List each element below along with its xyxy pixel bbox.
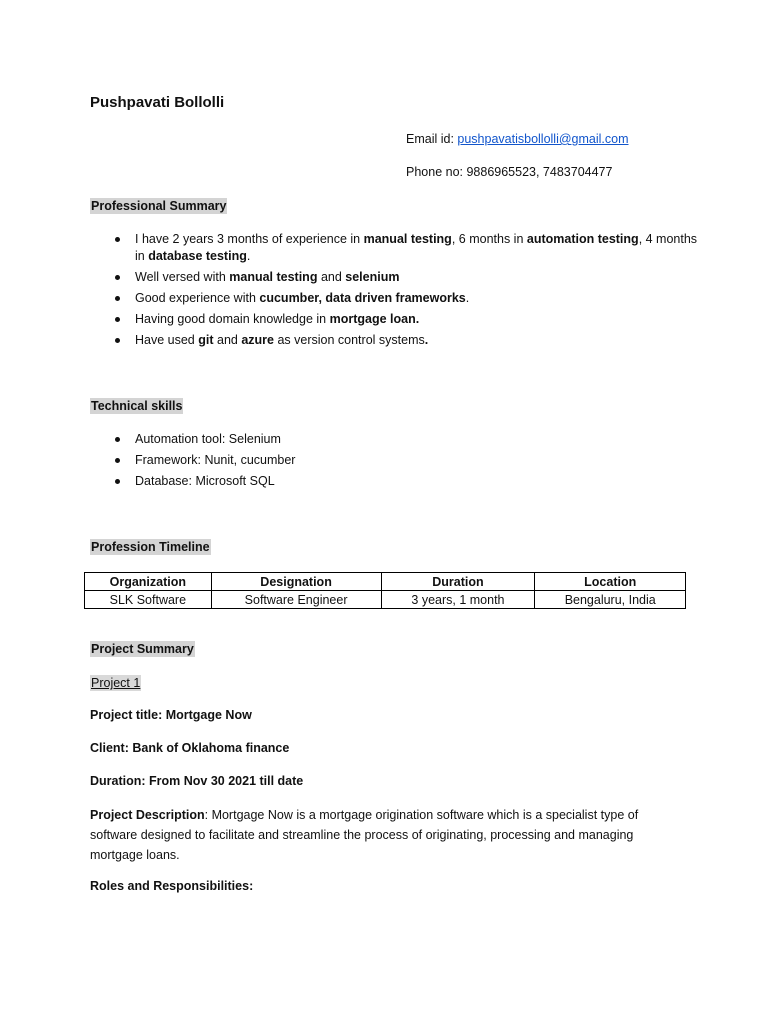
column-header: Organization bbox=[85, 573, 212, 591]
candidate-name: Pushpavati Bollolli bbox=[90, 94, 225, 111]
text: . bbox=[246, 249, 251, 263]
bold-text: azure bbox=[241, 333, 274, 347]
bold-text: mortgage loan. bbox=[329, 312, 420, 326]
bold-text: . bbox=[424, 333, 429, 347]
table-cell: Bengaluru, India bbox=[535, 591, 686, 609]
email-label: Email id: bbox=[406, 132, 458, 146]
list-item bbox=[90, 269, 700, 286]
email-link[interactable]: pushpavatisbollolli@gmail.com bbox=[457, 132, 629, 146]
project-duration: Duration: From Nov 30 2021 till date bbox=[90, 774, 304, 788]
list-item bbox=[90, 231, 700, 265]
project-client: Client: Bank of Oklahoma finance bbox=[90, 741, 290, 755]
text: Have used bbox=[135, 333, 199, 347]
project-summary-heading: Project Summary bbox=[91, 642, 194, 656]
bold-text: manual testing bbox=[363, 232, 452, 246]
project-description bbox=[90, 805, 650, 865]
phone-line: Phone no: 9886965523, 7483704477 bbox=[406, 165, 613, 179]
text: as version control systems bbox=[273, 333, 425, 347]
project-description-text: : Mortgage Now is a mortgage origination software which is a specialist type of software designed to facilitate and streamline the process of originating, processing and managing mortgage loans. bbox=[90, 808, 639, 862]
table-row bbox=[85, 591, 686, 609]
project-title: Project title: Mortgage Now bbox=[90, 708, 252, 722]
list-item bbox=[90, 332, 700, 349]
text: Having good domain knowledge in bbox=[135, 312, 330, 326]
text: Well versed with bbox=[135, 270, 230, 284]
list-item: Database: Microsoft SQL bbox=[90, 473, 700, 490]
table-cell: SLK Software bbox=[85, 591, 212, 609]
text: and bbox=[213, 333, 242, 347]
list-item bbox=[90, 290, 700, 307]
column-header: Duration bbox=[381, 573, 535, 591]
roles-heading: Roles and Responsibilities: bbox=[90, 879, 254, 893]
bold-text: git bbox=[198, 333, 214, 347]
text: , 6 months in bbox=[451, 232, 527, 246]
bold-text: automation testing bbox=[526, 232, 639, 246]
column-header: Designation bbox=[211, 573, 381, 591]
bold-text: manual testing bbox=[229, 270, 318, 284]
project-description-label: Project Description bbox=[90, 808, 205, 822]
table-cell: 3 years, 1 month bbox=[381, 591, 535, 609]
project-label: Project 1 bbox=[91, 676, 141, 690]
bold-text: database testing bbox=[148, 249, 247, 263]
text: and bbox=[317, 270, 346, 284]
text: . bbox=[465, 291, 470, 305]
list-item: Automation tool: Selenium bbox=[90, 431, 700, 448]
table-cell: Software Engineer bbox=[211, 591, 381, 609]
profession-timeline-heading: Profession Timeline bbox=[91, 540, 210, 554]
technical-skills-list bbox=[90, 431, 700, 494]
profession-timeline-table bbox=[84, 572, 686, 609]
text: Good experience with bbox=[135, 291, 260, 305]
professional-summary-list bbox=[90, 231, 700, 353]
technical-skills-heading: Technical skills bbox=[91, 399, 183, 413]
bold-text: selenium bbox=[345, 270, 400, 284]
bold-text: cucumber, data driven frameworks bbox=[259, 291, 466, 305]
email-line bbox=[406, 132, 629, 146]
list-item bbox=[90, 311, 700, 328]
professional-summary-heading: Professional Summary bbox=[91, 199, 227, 213]
table-header-row bbox=[85, 573, 686, 591]
text: I have 2 years 3 months of experience in bbox=[135, 232, 364, 246]
column-header: Location bbox=[535, 573, 686, 591]
list-item: Framework: Nunit, cucumber bbox=[90, 452, 700, 469]
text: , 4 months in bbox=[135, 232, 698, 263]
